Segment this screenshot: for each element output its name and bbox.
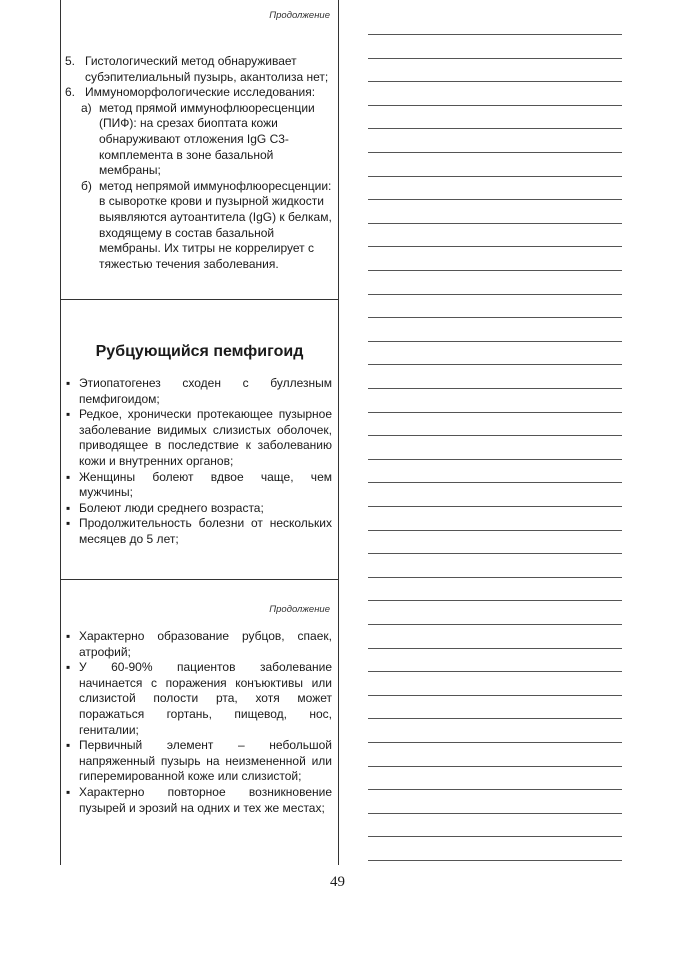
section-box <box>60 300 339 580</box>
item-text: Характерно образование рубцов, спаек, атрофий; <box>79 629 332 659</box>
note-line <box>368 742 622 743</box>
note-line <box>368 718 622 719</box>
bullet-list <box>65 376 332 548</box>
bullet-icon: ▪ <box>66 376 71 390</box>
note-line <box>368 246 622 247</box>
bullet-list <box>65 629 332 816</box>
bullet-icon: ▪ <box>66 407 71 422</box>
note-line <box>368 199 622 200</box>
note-line <box>368 81 622 82</box>
note-line <box>368 176 622 177</box>
list-item <box>65 54 332 85</box>
note-line <box>368 223 622 224</box>
sub-item-letter: а) <box>81 100 92 115</box>
note-lines <box>368 0 622 865</box>
bullet-icon: ▪ <box>66 660 71 675</box>
note-line <box>368 577 622 578</box>
list-item <box>65 629 332 660</box>
item-text: Болеют люди среднего возраста; <box>79 500 264 515</box>
item-text: Иммуноморфологические исследования: <box>85 85 316 100</box>
note-line <box>368 789 622 790</box>
item-text: У 60-90% пациентов заболевание начинается с поражения конъюктивы или слизистой полости рта, хотя может поражаться гортань, пищевод, нос, гениталии; <box>79 660 332 737</box>
note-line <box>368 412 622 413</box>
list-item <box>65 501 332 517</box>
section-heading: Рубцующийся пемфигоид <box>95 343 304 360</box>
note-line <box>368 364 622 365</box>
item-text: Гистологический метод обнаруживает субэпителиальный пузырь, акантолиза нет; <box>85 54 329 84</box>
note-line <box>368 105 622 106</box>
bullet-icon: ▪ <box>66 469 71 484</box>
item-number: 5. <box>65 54 76 68</box>
bullet-icon: ▪ <box>66 500 71 515</box>
note-line <box>368 294 622 295</box>
note-line <box>368 506 622 507</box>
note-line <box>368 128 622 129</box>
note-line <box>368 860 622 861</box>
note-line <box>368 270 622 271</box>
list-item <box>65 407 332 469</box>
list-item <box>65 85 332 101</box>
note-line <box>368 671 622 672</box>
note-line <box>368 152 622 153</box>
note-line <box>368 766 622 767</box>
note-line <box>368 482 622 483</box>
bullet-icon: ▪ <box>66 738 71 753</box>
item-text: Женщины болеют вдвое чаще, чем мужчины; <box>79 469 332 500</box>
item-text: Первичный элемент – небольшой напряженный пузырь на неизмененной или гиперемированной коже или слизистой; <box>79 738 332 784</box>
sub-item-text: метод непрямой иммунофлюоресценции: в сыворотке крови и пузырной жидкости выявляются аутоантитела (IgG) к белкам, входящему в состав базальной мембраны. Их титры не коррелирует с тяжестью течения заболевания. <box>99 178 332 271</box>
note-line <box>368 435 622 436</box>
list-item <box>65 660 332 738</box>
sub-item-letter: б) <box>81 178 92 193</box>
sub-list-item <box>65 101 332 179</box>
continuation-label: Продолжение <box>269 604 330 615</box>
list-item <box>65 376 332 407</box>
bullet-icon: ▪ <box>66 629 71 643</box>
continuation-label: Продолжение <box>269 10 330 21</box>
note-line <box>368 553 622 554</box>
continued-section-box <box>60 580 339 865</box>
note-line <box>368 695 622 696</box>
note-line <box>368 317 622 318</box>
note-line <box>368 813 622 814</box>
sub-item-text: метод прямой иммунофлюоресценции (ПИФ): на срезах биоптата кожи обнаруживают отложения IgG С3-комплемента в зоне базальной мембраны; <box>99 100 315 178</box>
diagnostics-list <box>65 54 332 272</box>
list-item <box>65 738 332 785</box>
note-line <box>368 836 622 837</box>
item-text: Этиопатогенез сходен с буллезным пемфигоидом; <box>79 376 332 406</box>
note-line <box>368 388 622 389</box>
list-item <box>65 470 332 501</box>
list-item <box>65 785 332 816</box>
note-line <box>368 341 622 342</box>
list-item <box>65 516 332 547</box>
note-line <box>368 624 622 625</box>
note-line <box>368 648 622 649</box>
bullet-icon: ▪ <box>66 516 71 531</box>
continued-section-box <box>60 0 339 300</box>
item-text: Характерно повторное возникновение пузырей и эрозий на одних и тех же местах; <box>79 784 332 815</box>
item-number: 6. <box>65 85 76 100</box>
sub-list-item <box>65 179 332 273</box>
page-number: 49 <box>330 874 345 890</box>
note-line <box>368 34 622 35</box>
note-line <box>368 530 622 531</box>
item-text: Редкое, хронически протекающее пузырное заболевание видимых слизистых оболочек, приводящее в последствие к заболеванию кожи и внутренних органов; <box>79 407 332 468</box>
bullet-icon: ▪ <box>66 784 71 799</box>
note-line <box>368 459 622 460</box>
note-line <box>368 58 622 59</box>
item-text: Продолжительность болезни от нескольких месяцев до 5 лет; <box>79 516 332 546</box>
note-line <box>368 600 622 601</box>
